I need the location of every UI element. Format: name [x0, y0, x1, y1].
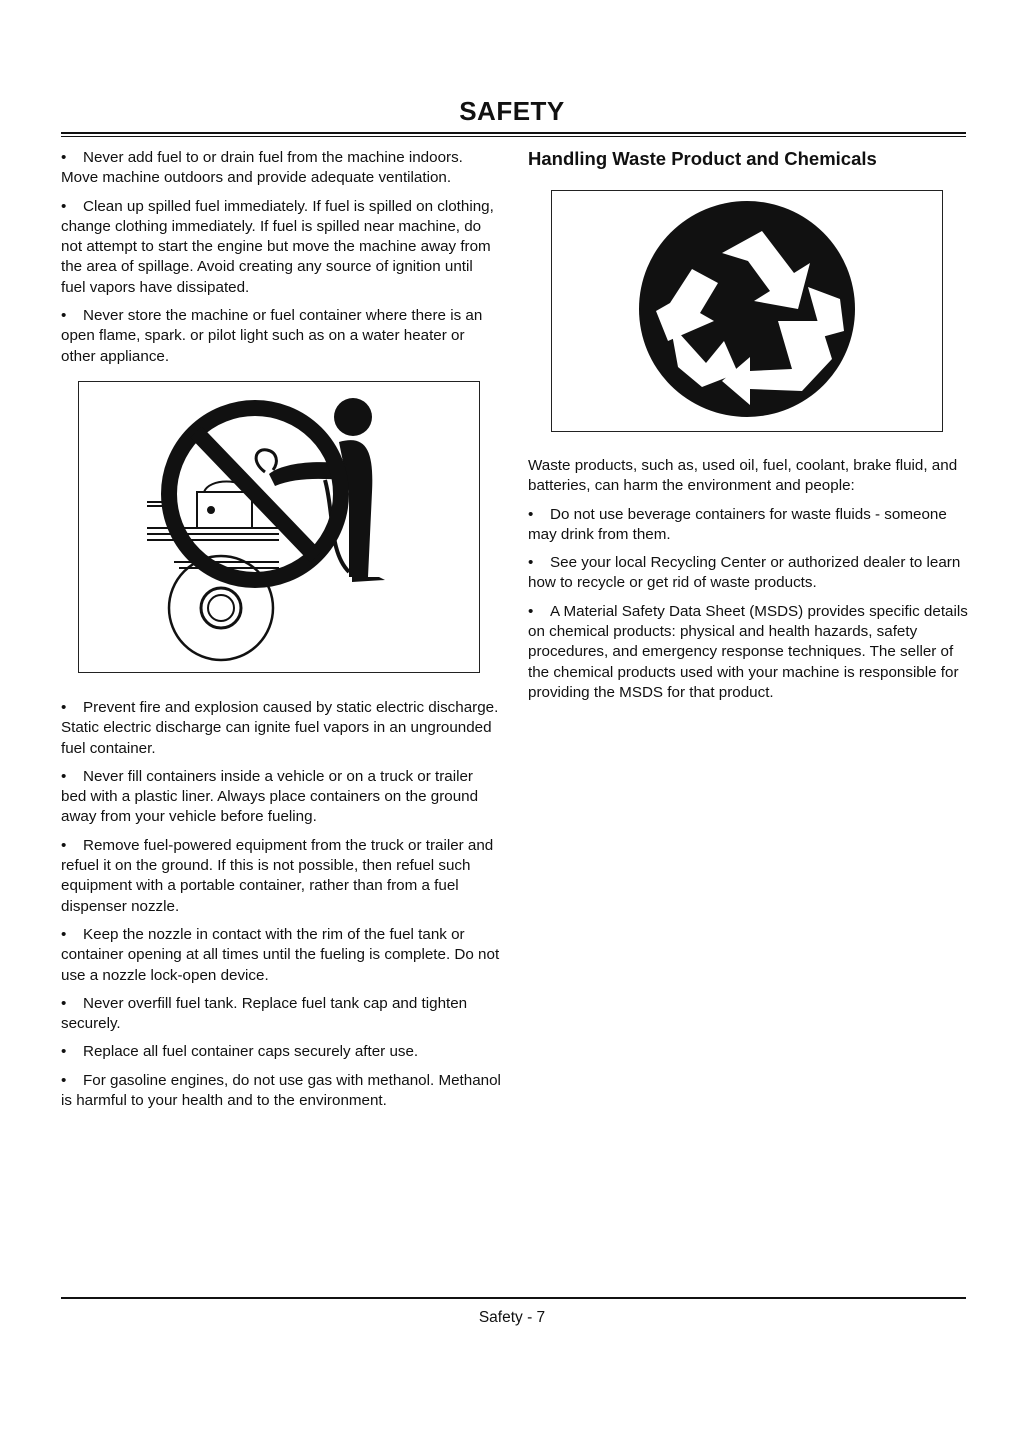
- header-rule-thin: [61, 136, 966, 137]
- left-column-bottom: [61, 698, 501, 1119]
- page-title: SAFETY: [459, 96, 565, 126]
- section-heading: Handling Waste Product and Chemicals: [528, 148, 877, 169]
- bullet-item: • Replace all fuel container caps securely after use.: [61, 1043, 419, 1061]
- intro-paragraph: Waste products, such as, used oil, fuel, coolant, brake fluid, and batteries, can harm the environment and people:: [528, 457, 958, 495]
- bullet-item: • Never fill containers inside a vehicle or on a truck or trailer bed with a plastic liner. Always place containers on the ground away from your vehicle before fueling.: [61, 767, 479, 826]
- header-rule: [61, 132, 966, 134]
- no-fueling-icon: [79, 382, 479, 672]
- bullet-item: • Do not use beverage containers for waste fluids - someone may drink from them.: [528, 505, 947, 543]
- footer-rule: [61, 1297, 966, 1299]
- recycle-icon: [552, 191, 942, 431]
- bullet-item: • See your local Recycling Center or authorized dealer to learn how to recycle or get rid of waste products.: [528, 554, 961, 592]
- bullet-item: • Prevent fire and explosion caused by static electric discharge. Static electric discharge can ignite fuel vapors in an ungrounded fuel container.: [61, 699, 499, 757]
- page-number: Safety - 7: [478, 1309, 546, 1326]
- bullet-item: • For gasoline engines, do not use gas with methanol. Methanol is harmful to your health and to the environment.: [61, 1071, 501, 1110]
- right-column-heading: [528, 148, 968, 170]
- no-fueling-illustration: [78, 381, 480, 673]
- left-column-top: [61, 148, 501, 375]
- bullet-item: • Never overfill fuel tank. Replace fuel tank cap and tighten securely.: [61, 994, 468, 1033]
- bullet-item: • Remove fuel-powered equipment from the truck or trailer and refuel it on the ground. If this is not possible, then refuel such equipment with a portable container, rather than from a fuel dispenser nozzle.: [61, 836, 494, 915]
- recycle-illustration: [551, 190, 943, 432]
- right-column-body: [528, 456, 968, 711]
- bullet-item: • Never add fuel to or drain fuel from the machine indoors. Move machine outdoors and provide adequate ventilation.: [61, 149, 463, 187]
- bullet-item: • Keep the nozzle in contact with the rim of the fuel tank or container opening at all times until the fueling is complete. Do not use a nozzle lock-open device.: [61, 925, 500, 984]
- bullet-item: • Clean up spilled fuel immediately. If fuel is spilled on clothing, change clothing immediately. If fuel is spilled near machine, do not attempt to start the engine but move the machine away from the area of spillage. Avoid creating any source of ignition until fuel vapors have dissipated.: [61, 197, 494, 296]
- bullet-item: • Never store the machine or fuel container where there is an open flame, spark. or pilot light such as on a water heater or other appliance.: [61, 307, 483, 365]
- bullet-item: • A Material Safety Data Sheet (MSDS) provides specific details on chemical products: physical and health hazards, safety procedures, and emergency response techniques. The seller of the chemical products used with your machine is responsible for providing the MSDS for that product.: [528, 602, 968, 701]
